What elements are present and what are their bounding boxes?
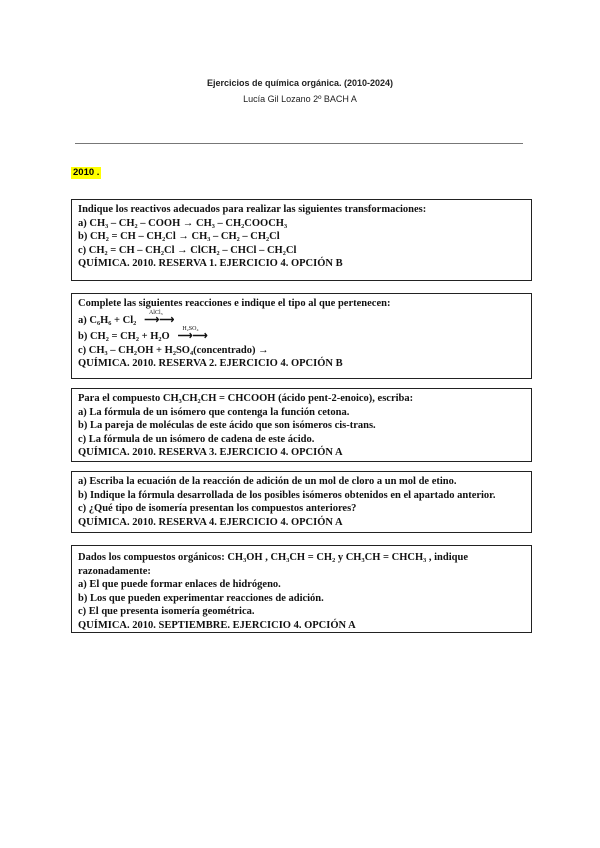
exercise-statement: Para el compuesto CH₃CH₂CH = CHCOOH (ácido pent-2-enoico), escriba:	[78, 393, 414, 404]
exercise-item: b) La pareja de moléculas de este ácido que son isómeros cis-trans.	[78, 420, 376, 431]
reaction-arrow: ⟶⟶ H₂SO₄	[172, 330, 207, 344]
exercise-box-2	[71, 293, 532, 379]
document-title: Ejercicios de química orgánica. (2010-2024)	[206, 78, 394, 88]
exercise-box-3	[71, 388, 532, 462]
exercise-source: QUÍMICA. 2010. RESERVA 4. EJERCICIO 4. OPCIÓN A	[78, 516, 343, 528]
exercise-box-1	[71, 199, 532, 281]
header-divider	[75, 143, 523, 144]
exercise-item: b) Indique la fórmula desarrollada de los posibles isómeros obtenidos en el apartado anterior.	[78, 489, 496, 501]
exercise-box-4	[71, 471, 532, 533]
exercise-item: c) El que presenta isomería geométrica.	[78, 606, 255, 617]
exercise-statement: Complete las siguientes reacciones e indique el tipo al que pertenecen:	[78, 298, 391, 309]
exercise-item	[78, 309, 525, 328]
reaction-a: a) C₆H₆ + Cl₂	[78, 314, 137, 326]
exercise-item: b) Los que pueden experimentar reacciones de adición.	[78, 592, 324, 604]
exercise-statement: Dados los compuestos orgánicos: CH₃OH , CH₃CH = CH₂ y CH₃CH = CHCH₃ , indique	[78, 552, 468, 563]
reaction-b: b) CH₂ = CH₂ + H₂O	[78, 331, 170, 342]
exercise-statement: Indique los reactivos adecuados para realizar las siguientes transformaciones:	[78, 204, 427, 215]
year-label: 2010 .	[73, 167, 100, 178]
exercise-box-5	[71, 545, 532, 633]
exercise-source: QUÍMICA. 2010. SEPTIEMBRE. EJERCICIO 4. OPCIÓN A	[78, 619, 356, 631]
exercise-source: QUÍMICA. 2010. RESERVA 3. EJERCICIO 4. OPCIÓN A	[78, 447, 343, 458]
exercise-item: c) CH₂ = CH – CH₂Cl → ClCH₂ – CHCl – CH₂Cl	[78, 244, 297, 256]
exercise-item: b) CH₂ = CH – CH₂Cl → CH₃ – CH₂ – CH₂Cl	[78, 231, 280, 242]
exercise-item: c) La fórmula de un isómero de cadena de este ácido.	[78, 433, 315, 445]
exercise-item: c) ¿Qué tipo de isomería presentan los compuestos anteriores?	[78, 503, 357, 514]
exercise-item: a) Escriba la ecuación de la reacción de adición de un mol de cloro a un mol de etino.	[78, 476, 457, 487]
reaction-arrow: ⟶⟶ AlCl₃	[139, 314, 174, 328]
exercise-item: a) CH₃ – CH₂ – COOH → CH₃ – CH₂COOCH₃	[78, 217, 288, 229]
exercise-item: a) El que puede formar enlaces de hidrógeno.	[78, 579, 281, 590]
document-author: Lucía Gil Lozano 2º BACH A	[243, 94, 357, 104]
exercise-source: QUÍMICA. 2010. RESERVA 2. EJERCICIO 4. OPCIÓN B	[78, 358, 343, 369]
exercise-item: a) La fórmula de un isómero que contenga la función cetona.	[78, 406, 350, 418]
catalyst-label: AlCl₃	[148, 309, 163, 316]
exercise-statement: razonadamente:	[78, 565, 151, 577]
exercise-source: QUÍMICA. 2010. RESERVA 1. EJERCICIO 4. OPCIÓN B	[78, 258, 343, 269]
exercise-item	[78, 326, 525, 344]
exercise-item: c) CH₃ – CH₂OH + H₂SO₄(concentrado) →	[78, 344, 269, 356]
catalyst-label: H₂SO₄	[182, 326, 199, 332]
